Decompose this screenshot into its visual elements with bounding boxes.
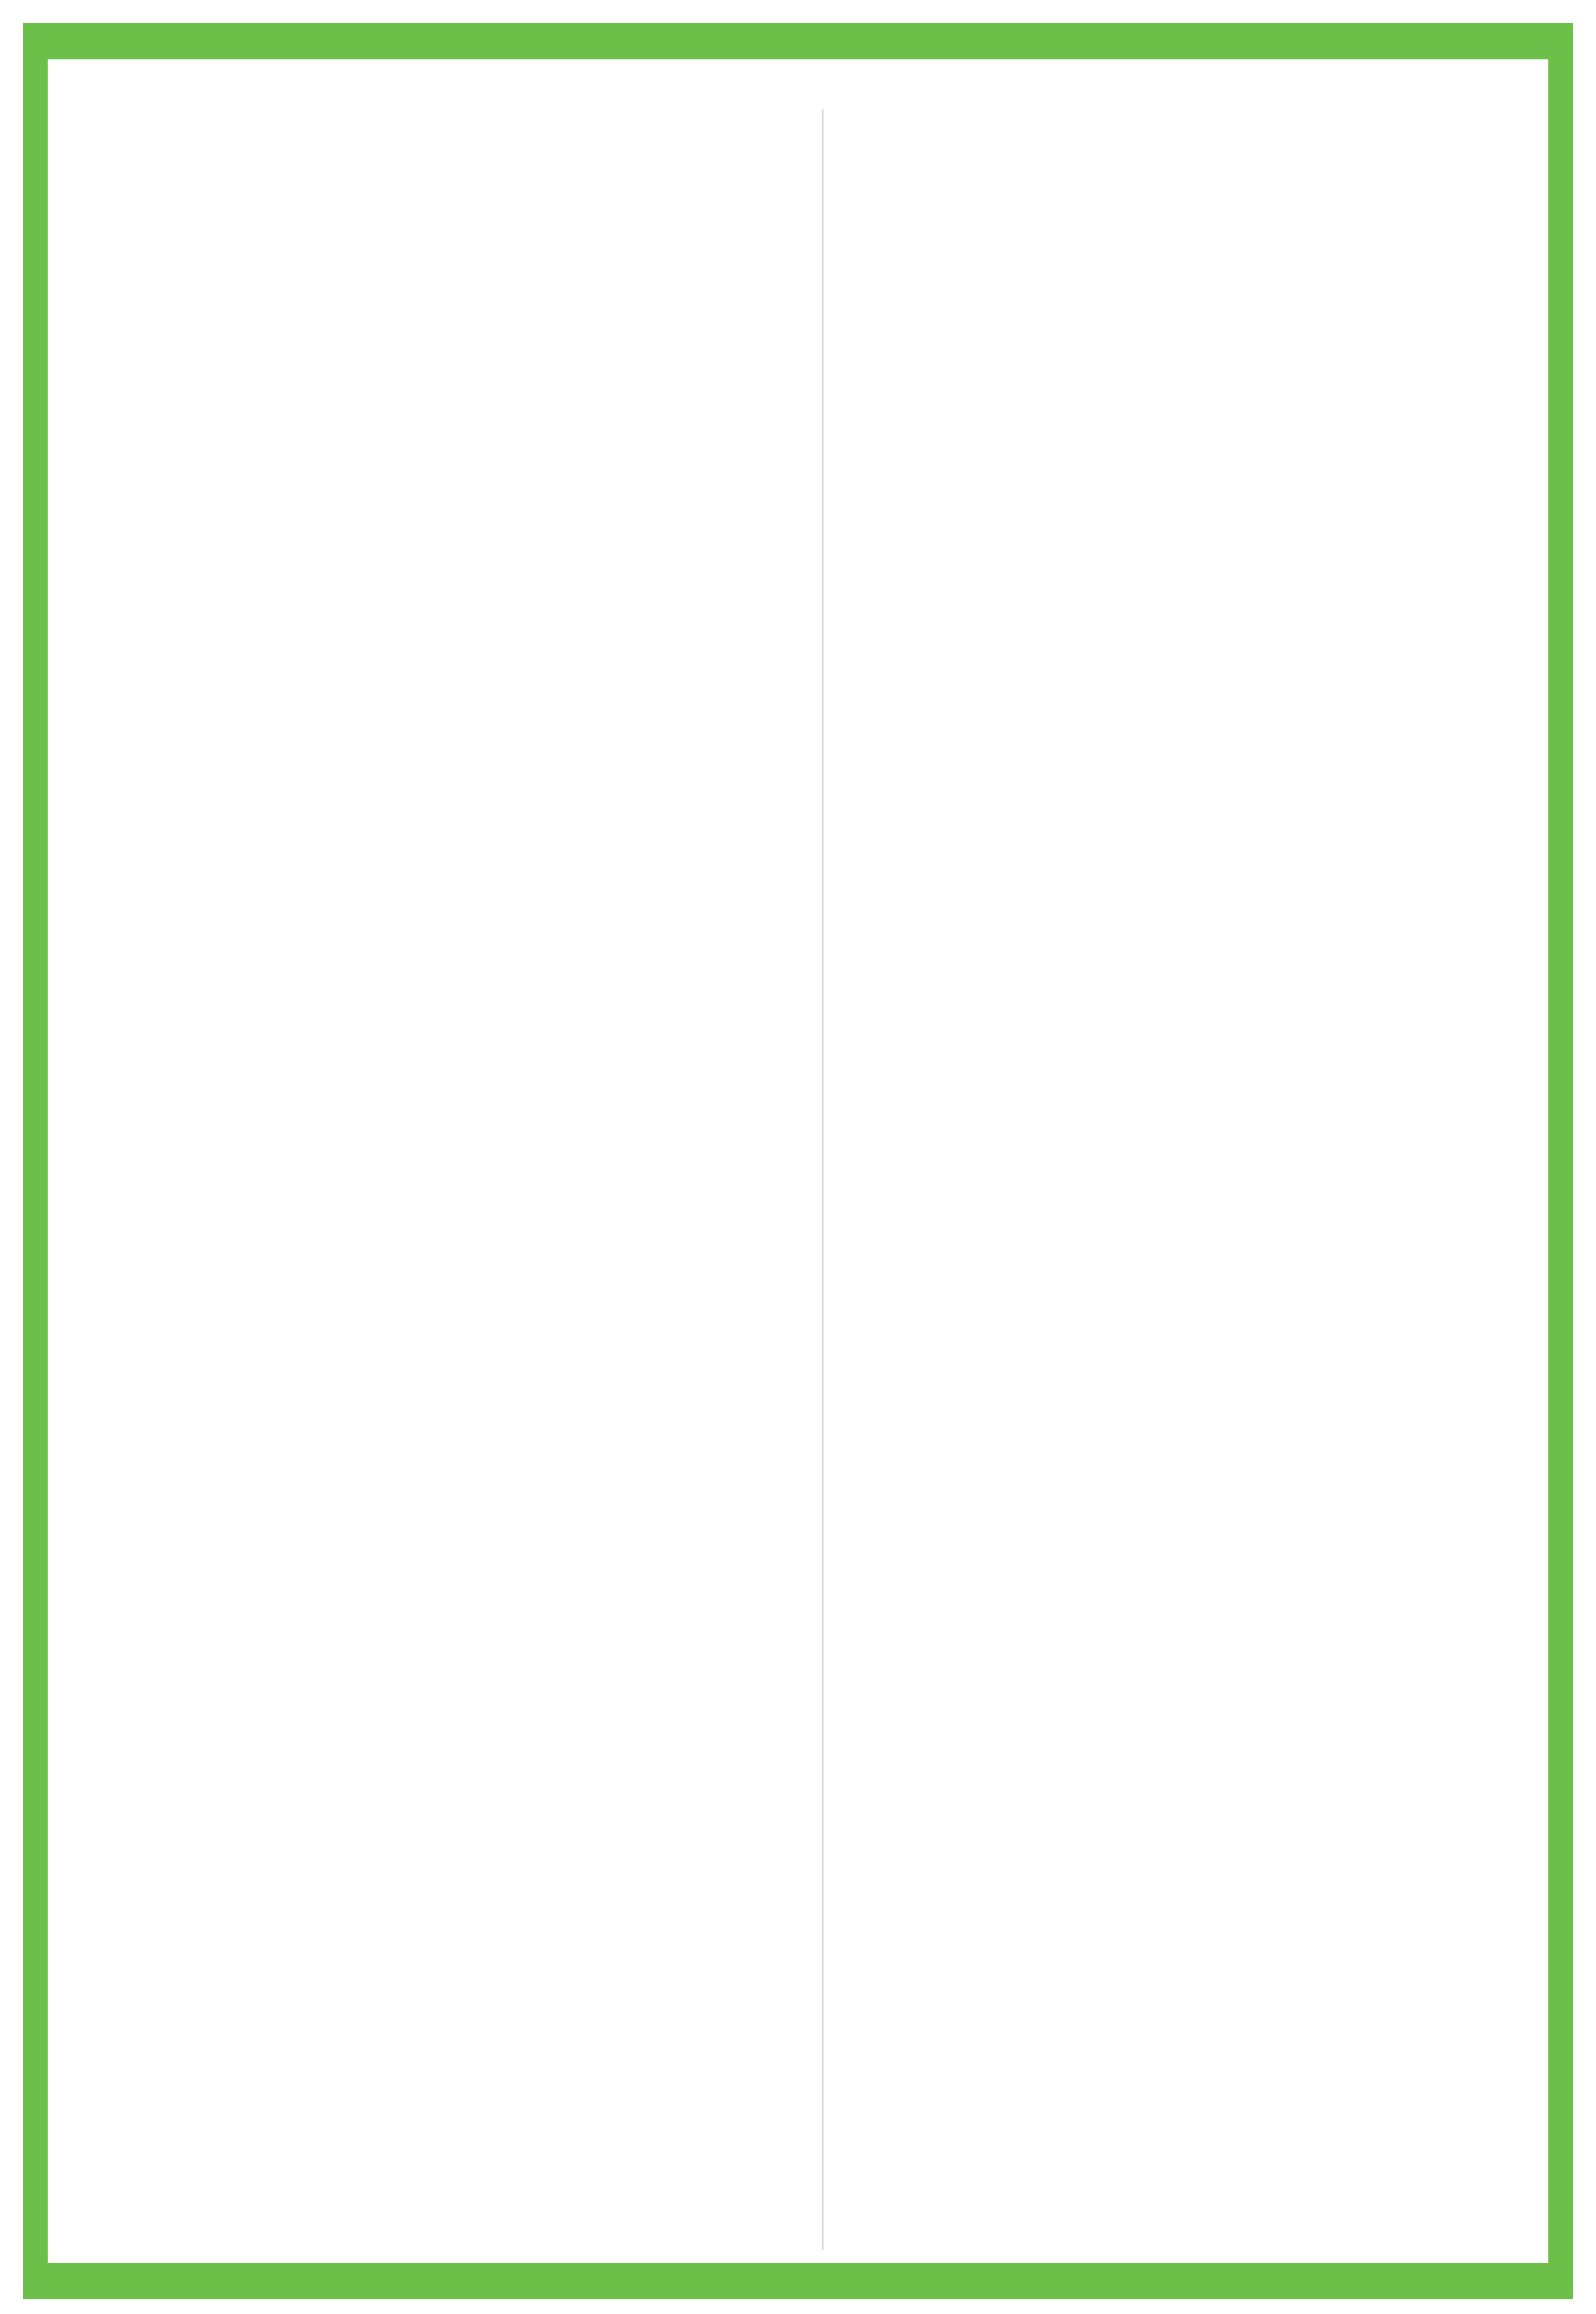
green-frame-bottom xyxy=(23,2263,1573,2299)
green-frame-top xyxy=(23,23,1573,59)
green-frame-left xyxy=(23,23,48,2299)
green-frame-right xyxy=(1548,23,1573,2299)
column-divider xyxy=(822,109,824,2250)
page-content xyxy=(48,59,1548,2263)
